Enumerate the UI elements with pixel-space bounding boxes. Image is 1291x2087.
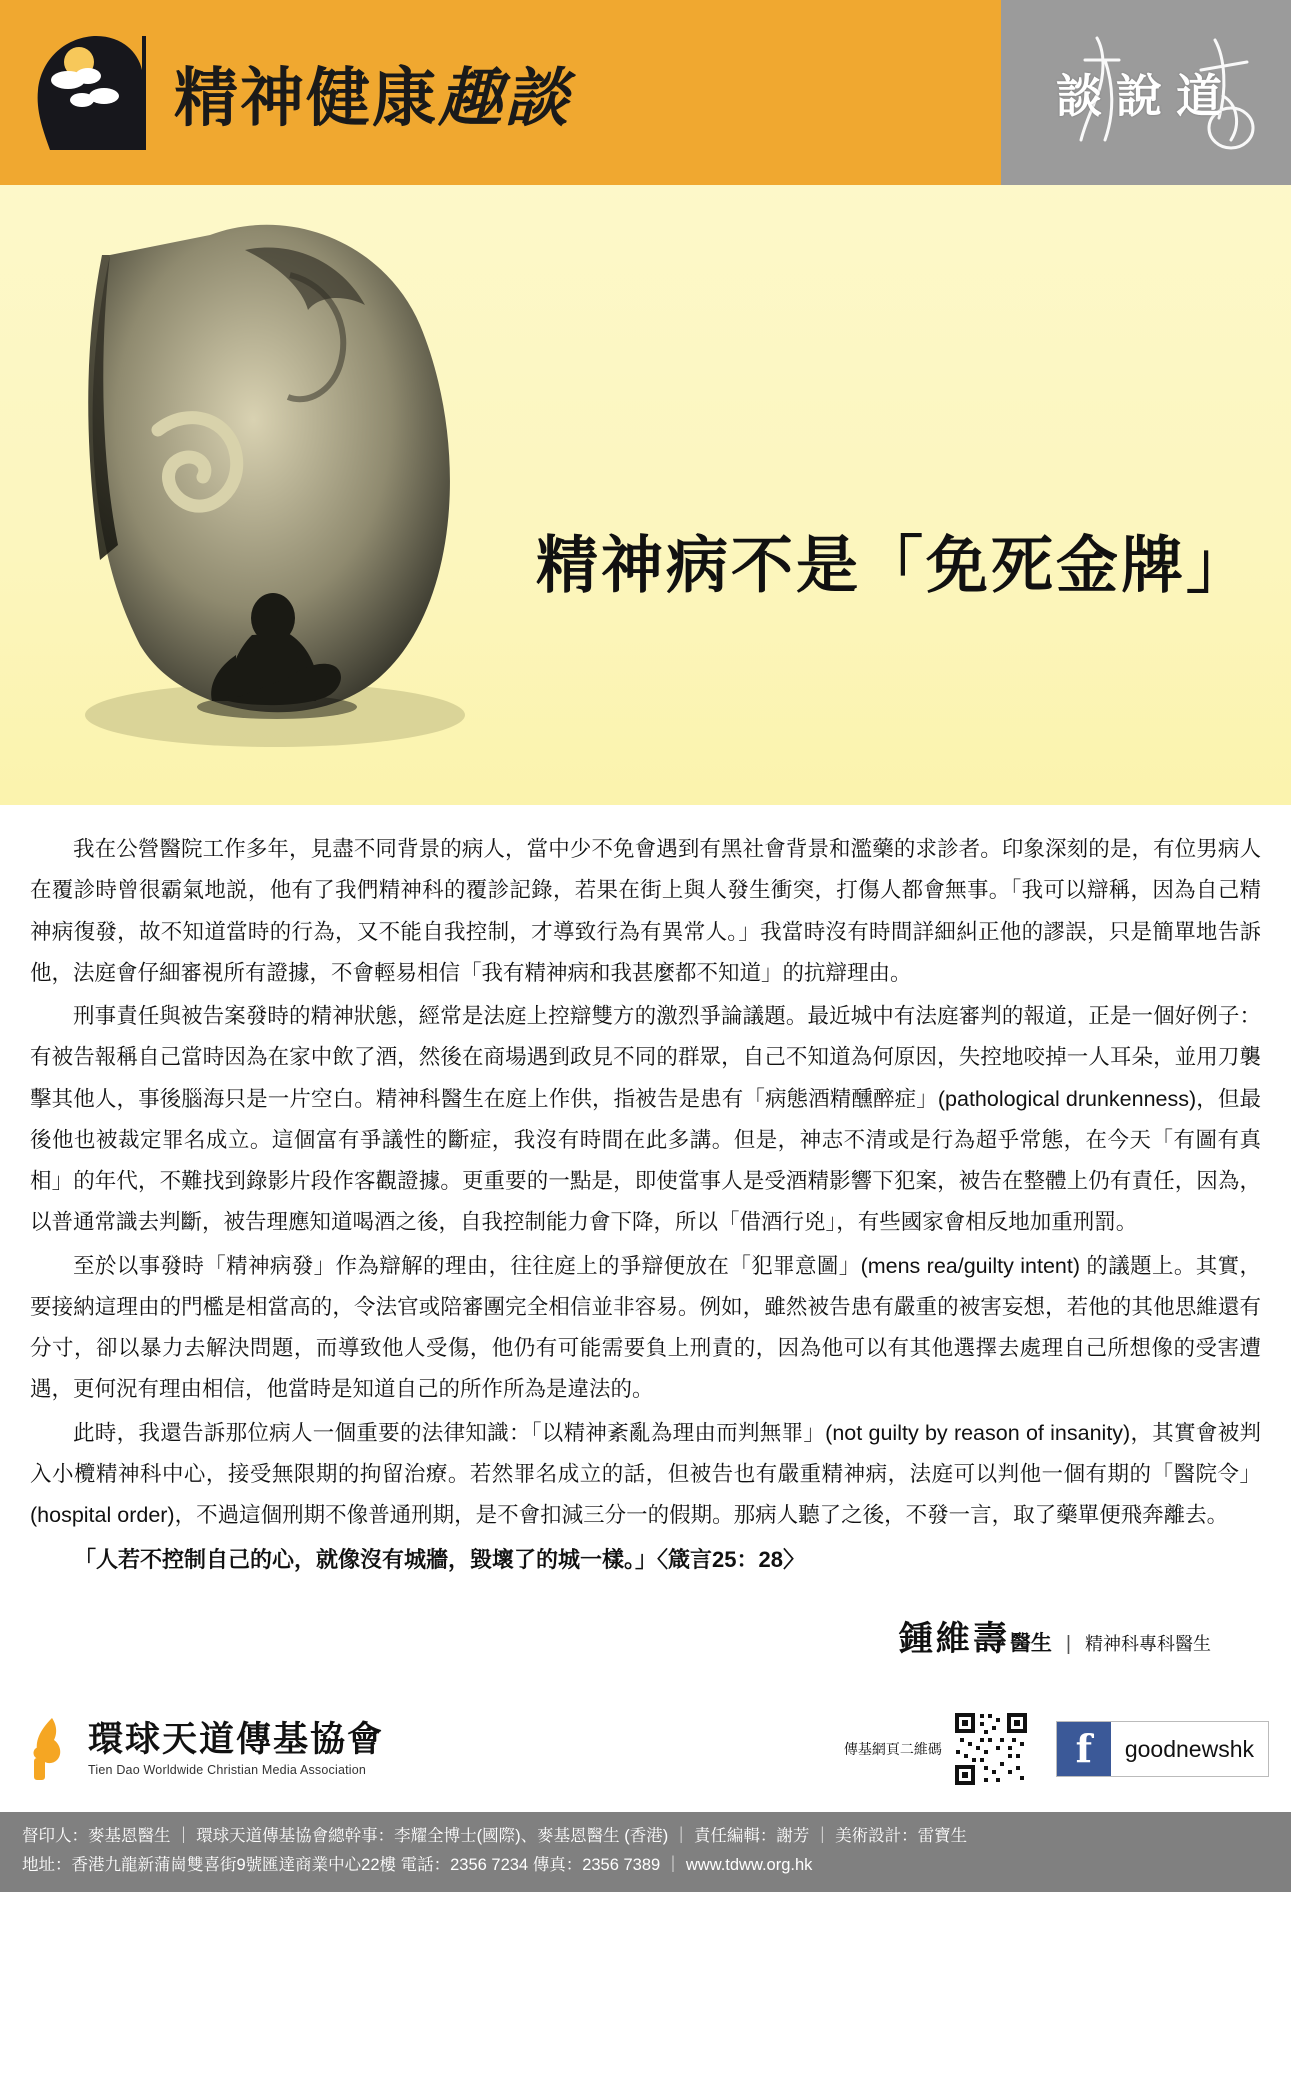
scripture-quote: 「人若不控制自己的心，就像沒有城牆，毀壞了的城一樣。」〈箴言25：28〉 xyxy=(74,1546,805,1572)
page-header xyxy=(0,0,1291,185)
paragraph: 至於以事發時「精神病發」作為辯解的理由，往往庭上的爭辯便放在「犯罪意圖」(mens rea/guilty intent) 的議題上。其實，要接納這理由的門檻是相當高的，令法官或陪審團完全相信並非容易。例如，雖然被告患有嚴重的被害妄想，若他的其他思維還有分寸，卻以暴力去解決問題，而導致他人受傷，他仍有可能需要負上刑責的，因為他可以有其他選擇去處理自己所想像的受害遭遇，更何況有理由相信，他當時是知道自己的所作所為是違法的。 xyxy=(30,1253,1261,1402)
seal-text: 談說道 xyxy=(1056,68,1236,123)
person-curled-inside-head-illustration xyxy=(40,215,520,755)
hero-section xyxy=(0,185,1291,805)
footer-line-credits: 督印人：麥基恩醫生 ｜ 環球天道傳基協會總幹事：李耀全博士(國際)、麥基恩醫生 (香港) ｜ 責任編輯：謝芳 ｜ 美術設計：雷寶生 xyxy=(22,1827,968,1846)
author-name: 鍾維壽 xyxy=(898,1618,1010,1659)
flame-person-logo-icon xyxy=(22,1716,76,1782)
qr-block xyxy=(844,1710,1030,1788)
footer-bar xyxy=(0,1812,1291,1892)
paragraph: 刑事責任與被告案發時的精神狀態，經常是法庭上控辯雙方的激烈爭論議題。最近城中有法庭審判的報道，正是一個好例子：有被告報稱自己當時因為在家中飲了酒，然後在商場遇到政見不同的群眾，自己不知道為何原因，失控地咬掉一人耳朵，並用刀襲擊其他人，事後腦海只是一片空白。精神科醫生在庭上作供，指被告是患有「病態酒精醺醉症」(pathological drunkenness)，但最後他也被裁定罪名成立。這個富有爭議性的斷症，我沒有時間在此多講。但是，神志不清或是行為超乎常態，在今天「有圖有真相」的年代，不難找到錄影片段作客觀證據。更重要的一點是，即使當事人是受酒精影響下犯案，被告在整體上仍有責任，因為，以普通常識去判斷，被告理應知道喝酒之後，自我控制能力會下降，所以「借酒行兇」，有些國家會相反地加重刑罰。 xyxy=(30,1004,1261,1235)
head-with-cloud-icon xyxy=(16,18,166,168)
qr-caption: 傳基網頁二維碼 xyxy=(843,1741,942,1758)
page-title xyxy=(174,47,570,139)
page-title-main: 精神健康 xyxy=(174,61,438,134)
qr-code-icon xyxy=(952,1710,1030,1788)
facebook-handle: goodnewshk xyxy=(1124,1735,1254,1762)
seal-band xyxy=(1001,0,1291,185)
facebook-icon: f xyxy=(1057,1722,1111,1776)
page-title-accent: 趣談 xyxy=(438,60,570,136)
brand-row xyxy=(0,1694,1291,1804)
facebook-link[interactable] xyxy=(1056,1721,1269,1777)
article-body xyxy=(0,805,1291,1672)
organization-name-en: Tien Dao Worldwide Christian Media Association xyxy=(88,1763,367,1778)
author-separator: | xyxy=(1065,1632,1072,1655)
author-byline xyxy=(30,1607,1261,1672)
organization-name-cn: 環球天道傳基協會 xyxy=(88,1720,385,1760)
organization-logo xyxy=(22,1716,384,1782)
headline: 精神病不是「免死金牌」 xyxy=(535,528,1251,602)
header-title-band xyxy=(0,0,1001,185)
footer-line-contact: 地址：香港九龍新蒲崗雙喜街9號匯達商業中心22樓 電話：2356 7234 傳真：2356 7389 ｜ www.tdww.org.hk xyxy=(22,1855,813,1874)
paragraph: 我在公營醫院工作多年，見盡不同背景的病人，當中少不免會遇到有黑社會背景和濫藥的求診者。印象深刻的是，有位男病人在覆診時曾很霸氣地説，他有了我們精神科的覆診記錄，若果在街上與人發生衝突，打傷人都會無事。「我可以辯稱，因為自己精神病復發，故不知道當時的行為，又不能自我控制，才導致行為有異常人。」我當時沒有時間詳細糾正他的謬誤，只是簡單地告訴他，法庭會仔細審視所有證據，不會輕易相信「我有精神病和我甚麼都不知道」的抗辯理由。 xyxy=(30,837,1261,985)
author-suffix: 醫生 xyxy=(1009,1631,1052,1655)
paragraph: 此時，我還告訴那位病人一個重要的法律知識：「以精神紊亂為理由而判無罪」(not guilty by reason of insanity)，其實會被判入小欖精神科中心，接受無限期的拘留治療。若然罪名成立的話，但被告也有嚴重精神病，法庭可以判他一個有期的「醫院令」(hospital order)，不過這個刑期不像普通刑期，是不會扣減三分一的假期。那病人聽了之後，不發一言，取了藥單便飛奔離去。 xyxy=(30,1420,1261,1528)
author-role: 精神科專科醫生 xyxy=(1085,1633,1211,1654)
